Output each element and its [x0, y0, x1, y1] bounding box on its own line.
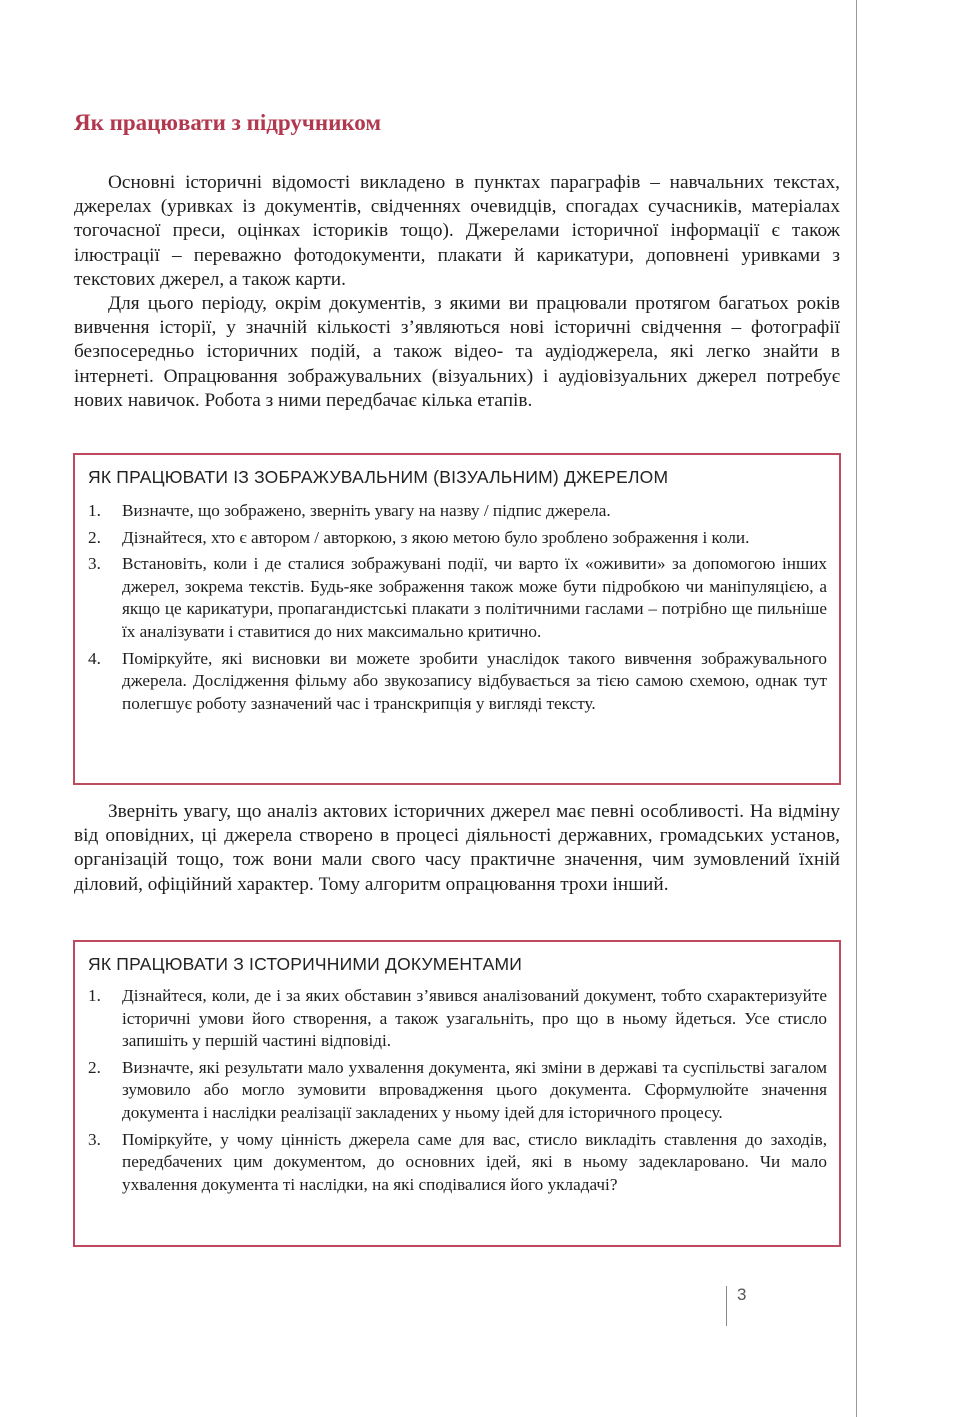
step-number: 2. [88, 527, 101, 547]
list-item [88, 1129, 827, 1197]
step-number: 2. [88, 1057, 101, 1077]
step-text: Поміркуйте, у чому цінність джерела саме для вас, стисло викладіть ставлення до заходів, передбачених цим документом, до основних ідей, які в ньому задекларовано. Чи мало ухвалення документа ті наслідки, на які сподівалися його укладачі? [122, 1129, 827, 1194]
page-edge-rule [856, 0, 857, 1417]
list-item [88, 985, 827, 1053]
documents-box-title: ЯК ПРАЦЮВАТИ З ІСТОРИЧНИМИ ДОКУМЕНТАМИ [88, 954, 523, 974]
visual-source-box-title: ЯК ПРАЦЮВАТИ ІЗ ЗОБРАЖУВАЛЬНИМ (ВІЗУАЛЬНИМ) ДЖЕРЕЛОМ [88, 467, 669, 487]
acts-paragraph: Зверніть увагу, що аналіз актових історичних джерел має певні особливості. На відміну від оповідних, ці джерела створено в процесі діяльності державних, громадських установ, організацій тощо, тож вони мали свого часу практичне значення, чим зумовлений їхній діловий, офіційний характер. Тому алгоритм опрацювання трохи інший. [74, 801, 840, 895]
list-item [88, 648, 827, 716]
step-text: Дізнайтеся, коли, де і за яких обставин з’явився аналізований документ, тобто схарактеризуйте історичні умови його створення, а також узагальніть, про що в ньому йдеться. Усе стисло запишіть у першій частині відповіді. [122, 986, 827, 1051]
step-text: Дізнайтеся, хто є автором / авторкою, з якою метою було зроблено зображення і коли. [122, 527, 750, 547]
step-text: Поміркуйте, які висновки ви можете зробити унаслідок такого вивчення зображувального джерела. Дослідження фільму або звукозапису відбувається за тією самою схемою, однак тут полегшує роботу зазначений час і транскрипція у вигляді тексту. [122, 648, 827, 713]
list-item [88, 1057, 827, 1125]
list-item [88, 553, 827, 643]
step-text: Визначте, що зображено, зверніть увагу на назву / підпис джерела. [122, 501, 611, 520]
intro-paragraph-2: Для цього періоду, окрім документів, з якими ви працювали протягом багатьох років вивчення історії, у значній кількості з’являються нові історичні свідчення – фотографії безпосередньо історичних подій, а також відео- та аудіоджерела, які легко знайти в інтернеті. Опрацювання зображувальних (візуальних) і аудіовізуальних джерел потребує нових навичок. Робота з ними передбачає кілька етапів. [74, 293, 840, 411]
page-number-divider [726, 1286, 727, 1326]
step-number: 4. [88, 648, 101, 668]
step-number: 1. [88, 986, 101, 1005]
visual-source-steps-list [88, 500, 827, 715]
documents-steps-list [88, 985, 827, 1196]
intro-paragraph-1: Основні історичні відомості викладено в пунктах параграфів – навчальних текстах, джерелах (уривках із документів, свідченнях очевидців, спогадах сучасників, матеріалах тогочасної преси, оцінках істориків тощо). Джерелами історичної інформації є також ілюстрації – переважно фотодокументи, плакати й карикатури, доповнені уривками з текстових джерел, а також карти. [74, 172, 840, 290]
page-title: Як працювати з підручником [74, 110, 382, 135]
step-number: 3. [88, 554, 101, 574]
list-item [88, 527, 827, 550]
documents-instructions-box [73, 940, 841, 1247]
step-text: Визначте, які результати мало ухвалення документа, які зміни в державі та суспільстві загалом зумовило або могло зумовити впровадження цього документа. Сформулюйте значення документа і наслідки реалізації закладених у ньому ідей для історичного процесу. [122, 1057, 827, 1122]
step-text: Встановіть, коли і де сталися зображувані події, чи варто їх «оживити» за допомогою інших джерел, зокрема текстів. Будь-яке зображення також може бути підробкою чи маніпуляцією, а якщо це карикатури, пропагандистські плакати з політичними гаслами – потрібно ще пильніше їх аналізувати і ставитися до них максимально критично. [122, 554, 827, 641]
page-number: 3 [737, 1285, 747, 1304]
step-number: 1. [88, 501, 101, 520]
list-item [88, 500, 827, 523]
visual-source-instructions-box [73, 453, 841, 785]
step-number: 3. [88, 1129, 101, 1149]
